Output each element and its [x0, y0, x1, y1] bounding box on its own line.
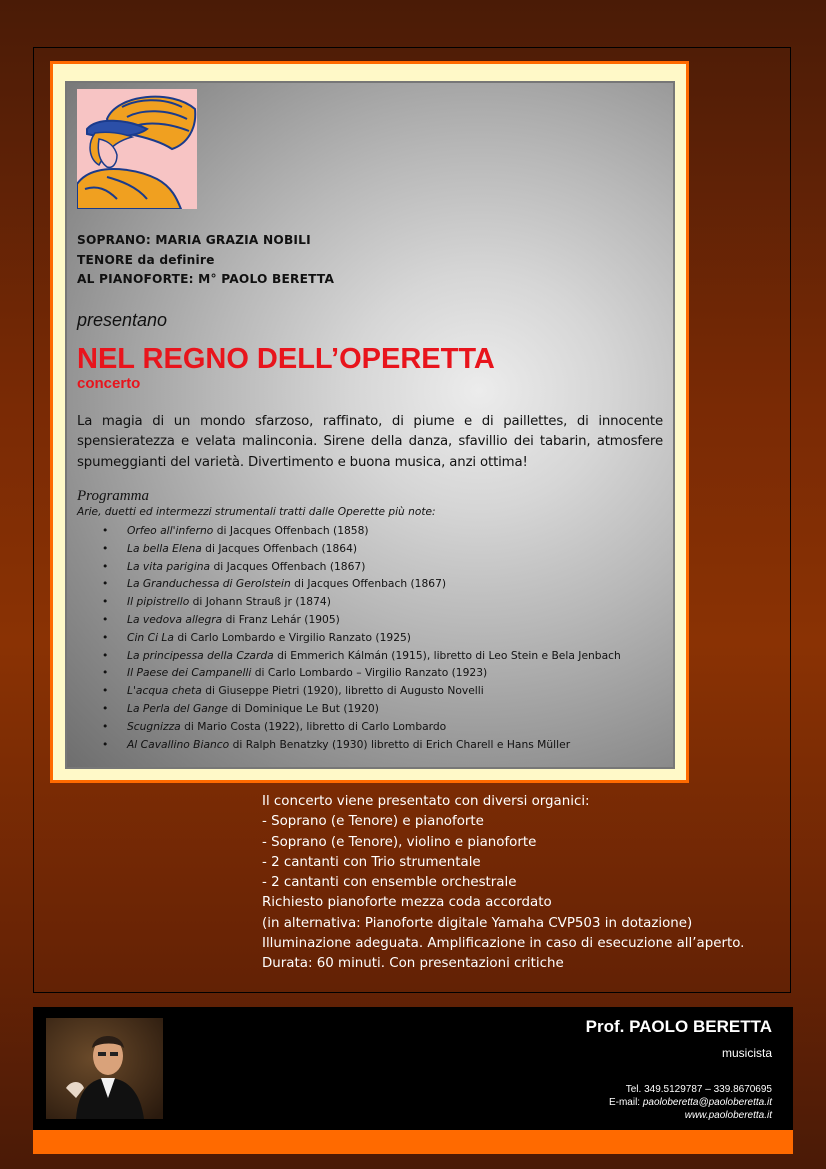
work-details: di Mario Costa (1922), libretto di Carlo Lombardo [180, 719, 447, 733]
credit-soprano: SOPRANO: MARIA GRAZIA NOBILI [77, 233, 311, 247]
info-line: - 2 cantanti con Trio strumentale [262, 854, 481, 870]
program-item [127, 718, 663, 736]
presents-label: presentano [77, 309, 168, 330]
footer-email-link[interactable]: paoloberetta@paoloberetta.it [642, 1097, 772, 1108]
footer-role: musicista [721, 1046, 772, 1060]
program-item [127, 593, 663, 611]
program-item [127, 700, 663, 718]
program-item [127, 664, 663, 682]
program-list [77, 522, 663, 753]
footer-name: Prof. PAOLO BERETTA [585, 1017, 772, 1036]
work-details: di Giuseppe Pietri (1920), libretto di Augusto Novelli [201, 684, 484, 698]
musician-photo [46, 1018, 163, 1119]
work-details: di Ralph Benatzky (1930) libretto di Erich Charell e Hans Müller [229, 737, 571, 751]
work-title: La Perla del Gange [127, 701, 228, 715]
operetta-lady-illustration [77, 89, 197, 209]
info-line: Richiesto pianoforte mezza coda accordato [262, 895, 552, 911]
info-line: (in alternativa: Pianoforte digitale Yamaha CVP503 in dotazione) [262, 915, 693, 931]
footer-phone: Tel. 349.5129787 – 339.8670695 [625, 1084, 772, 1095]
info-line: - 2 cantanti con ensemble orchestrale [262, 875, 517, 891]
work-details: di Carlo Lombardo – Virgilio Ranzato (1923) [251, 666, 488, 680]
info-line: Durata: 60 minuti. Con presentazioni critiche [262, 956, 564, 972]
work-title: La bella Elena [127, 541, 202, 555]
program-intro: Arie, duetti ed intermezzi strumentali tratti dalle Operette più note: [77, 506, 436, 518]
credit-tenor: TENORE da definire [77, 252, 215, 267]
work-title: La vita parigina [127, 559, 211, 573]
poster-content [65, 81, 675, 769]
program-item [127, 736, 663, 754]
program-item [127, 540, 663, 558]
work-title: Orfeo all'inferno [127, 524, 214, 537]
info-line: - Soprano (e Tenore), violino e pianoforte [262, 834, 537, 850]
footer-website-link[interactable]: www.paoloberetta.it [684, 1110, 772, 1121]
work-details: di Jacques Offenbach (1867) [290, 577, 447, 591]
info-line: - Soprano (e Tenore) e pianoforte [262, 814, 484, 830]
work-details: di Jacques Offenbach (1867) [210, 559, 366, 573]
work-details: di Jacques Offenbach (1864) [201, 541, 358, 555]
work-details: di Jacques Offenbach (1858) [213, 524, 369, 537]
work-title: La principessa della Czarda [127, 648, 274, 662]
work-title: Il pipistrello [127, 595, 190, 609]
program-item [127, 558, 663, 576]
program-item [127, 629, 663, 647]
work-title: Cin Ci La [127, 630, 174, 644]
work-details: di Carlo Lombardo e Virgilio Ranzato (1925) [173, 630, 411, 644]
work-title: Scugnizza [127, 719, 181, 733]
info-line: Il concerto viene presentato con diversi organici: [262, 794, 590, 809]
footer-accent-bar [33, 1130, 793, 1154]
footer [33, 1007, 793, 1130]
credit-piano: AL PIANOFORTE: M° PAOLO BERETTA [77, 272, 335, 286]
work-details: di Dominique Le But (1920) [227, 701, 379, 715]
program-item [127, 611, 663, 629]
footer-contacts [609, 1083, 772, 1122]
program-item [127, 647, 663, 665]
program-item [127, 522, 663, 540]
performers-credits [77, 231, 663, 290]
work-title: Il Paese dei Campanelli [127, 666, 252, 680]
poster-card [50, 61, 689, 783]
poster-card-border [53, 64, 686, 780]
concert-description: La magia di un mondo sfarzoso, raffinato, di piume e di paillettes, di innocente spensieratezza e velata malinconia. Sirene della danza, sfavillio dei tabarin, atmosfere spumeggianti del varietà. Divertimento e buona musica, anzi ottima! [77, 413, 663, 470]
work-title: L'acqua cheta [127, 684, 202, 698]
concert-info [262, 792, 782, 975]
concert-subtitle: concerto [77, 374, 141, 392]
work-details: di Franz Lehár (1905) [222, 612, 340, 626]
program-item [127, 575, 663, 593]
work-title: La vedova allegra [127, 612, 223, 626]
work-title: Al Cavallino Bianco [127, 737, 230, 751]
work-details: di Emmerich Kálmán (1915), libretto di Leo Stein e Bela Jenbach [273, 648, 621, 662]
concert-title: NEL REGNO DELL’OPERETTA [77, 342, 495, 375]
program-heading: Programma [77, 488, 149, 504]
footer-email-label: E-mail: [608, 1097, 643, 1108]
info-line: Illuminazione adeguata. Amplificazione in caso di esecuzione all’aperto. [262, 936, 745, 952]
footer-email-line [609, 1096, 772, 1109]
program-item [127, 682, 663, 700]
work-details: di Johann Strauß jr (1874) [189, 595, 331, 609]
work-title: La Granduchessa di Gerolstein [127, 577, 291, 591]
